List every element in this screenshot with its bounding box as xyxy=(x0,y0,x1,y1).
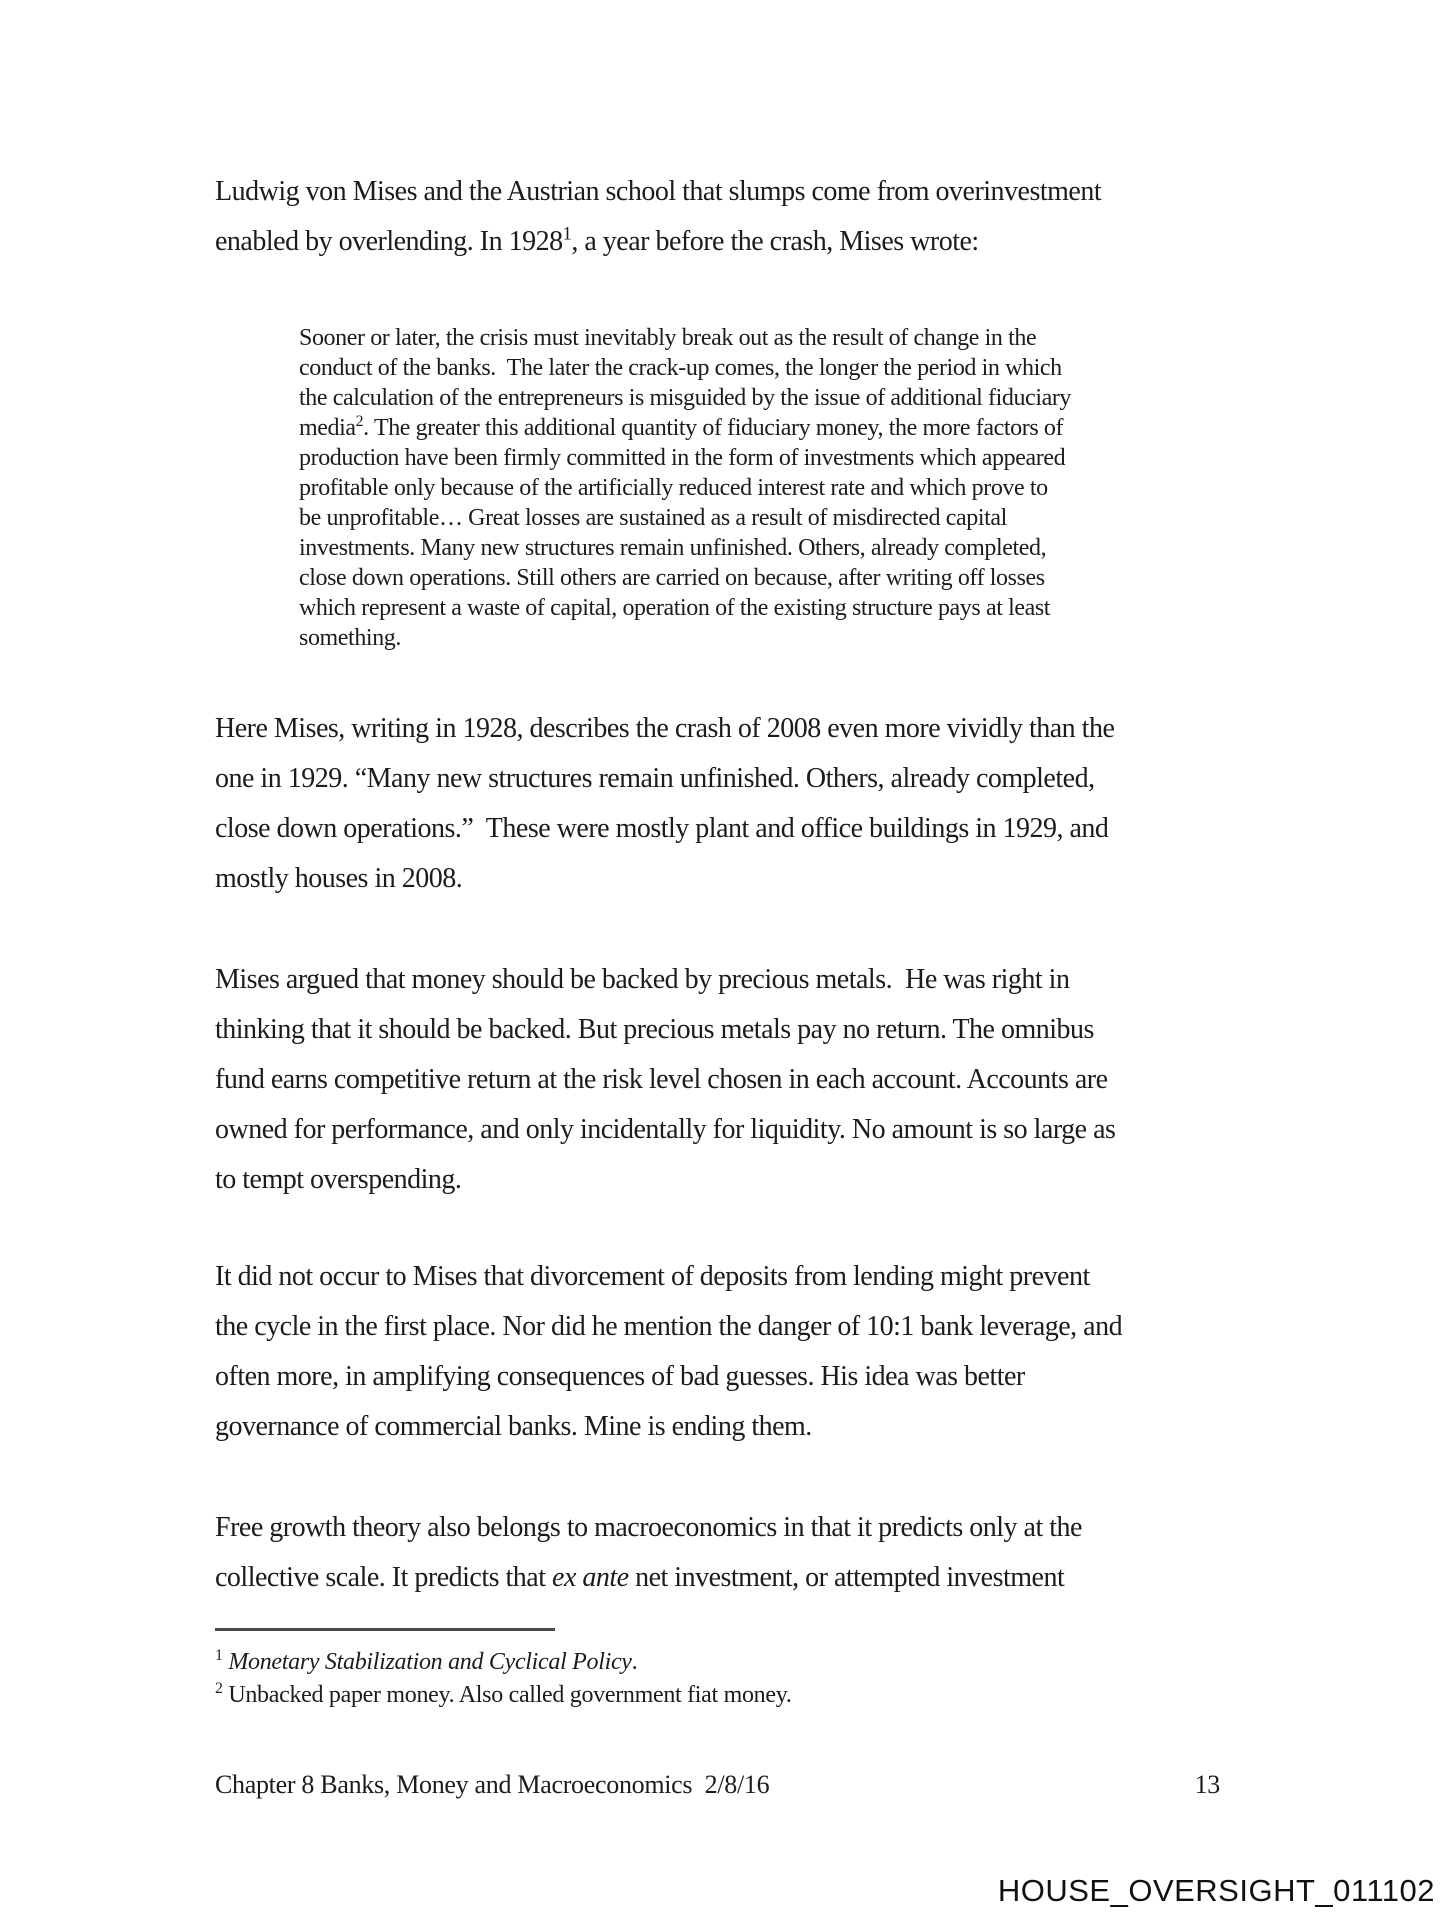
text-line: be unprofitable… Great losses are sustained as a result of misdirected capital xyxy=(299,505,1007,531)
text-line: It did not occur to Mises that divorcement of deposits from lending might prevent xyxy=(215,1261,1090,1292)
text-line: $^2$ Unbacked paper money. Also called government fiat money. xyxy=(215,1680,792,1708)
text-line: conduct of the banks. The later the crack-up comes, the longer the period in which xyxy=(299,355,1062,381)
text-line: owned for performance, and only incidentally for liquidity. No amount is so large as xyxy=(215,1114,1116,1145)
text-line: which represent a waste of capital, operation of the existing structure pays at least xyxy=(299,595,1051,621)
text-line: Mises argued that money should be backed by precious metals. He was right in xyxy=(215,964,1070,995)
text-line: close down operations.” These were mostly plant and office buildings in 1929, and xyxy=(215,813,1109,844)
text-line: fund earns competitive return at the risk level chosen in each account. Accounts are xyxy=(215,1064,1108,1095)
page-footer xyxy=(215,1770,1220,1800)
footer-page-number: 13 xyxy=(1194,1770,1220,1799)
text-line: enabled by overlending. In 1928$^1$, a year before the crash, Mises wrote: xyxy=(215,223,979,257)
text-line: media$^2$. The greater this additional quantity of fiduciary money, the more factors of xyxy=(299,413,1064,441)
text-line: profitable only because of the artificially reduced interest rate and which prove to xyxy=(299,475,1048,501)
paragraph-it-did-not-occur xyxy=(215,1252,1335,1452)
text-line: close down operations. Still others are carried on because, after writing off losses xyxy=(299,565,1045,591)
footer-chapter-label: Chapter 8 Banks, Money and Macroeconomics 2/8/16 xyxy=(215,1770,770,1799)
text-line: mostly houses in 2008. xyxy=(215,863,463,894)
text-line: the cycle in the first place. Nor did he mention the danger of 10:1 bank leverage, and xyxy=(215,1311,1123,1342)
text-line: collective scale. It predicts that ex ante net investment, or attempted investment xyxy=(215,1562,1065,1593)
text-line: governance of commercial banks. Mine is ending them. xyxy=(215,1411,812,1442)
bates-stamp: HOUSE_OVERSIGHT_011102 xyxy=(997,1873,1435,1908)
text-line: Sooner or later, the crisis must inevitably break out as the result of change in the xyxy=(299,325,1037,351)
text-line: something. xyxy=(299,625,401,651)
footnotes xyxy=(215,1646,1335,1712)
paragraph-mises-argued xyxy=(215,955,1335,1205)
footnote-separator xyxy=(215,1628,555,1631)
blockquote-mises xyxy=(299,323,1299,653)
text-line: production have been firmly committed in the form of investments which appeared xyxy=(299,445,1066,471)
text-line: the calculation of the entrepreneurs is misguided by the issue of additional fiduciary xyxy=(299,385,1072,411)
paragraph-here-mises xyxy=(215,704,1335,904)
text-line: Ludwig von Mises and the Austrian school that slumps come from overinvestment xyxy=(215,176,1102,207)
text-line: one in 1929. “Many new structures remain unfinished. Others, already completed, xyxy=(215,763,1095,794)
text-line: $^1$ Monetary Stabilization and Cyclical Policy. xyxy=(215,1647,638,1675)
text-line: often more, in amplifying consequences of bad guesses. His idea was better xyxy=(215,1361,1025,1392)
text-line: Free growth theory also belongs to macroeconomics in that it predicts only at the xyxy=(215,1512,1082,1543)
text-line: Here Mises, writing in 1928, describes the crash of 2008 even more vividly than the xyxy=(215,713,1115,744)
text-line: to tempt overspending. xyxy=(215,1164,462,1195)
text-line: thinking that it should be backed. But precious metals pay no return. The omnibus xyxy=(215,1014,1094,1045)
paragraph-free-growth xyxy=(215,1503,1335,1603)
text-line: investments. Many new structures remain unfinished. Others, already completed, xyxy=(299,535,1047,561)
paragraph-intro xyxy=(215,167,1335,267)
